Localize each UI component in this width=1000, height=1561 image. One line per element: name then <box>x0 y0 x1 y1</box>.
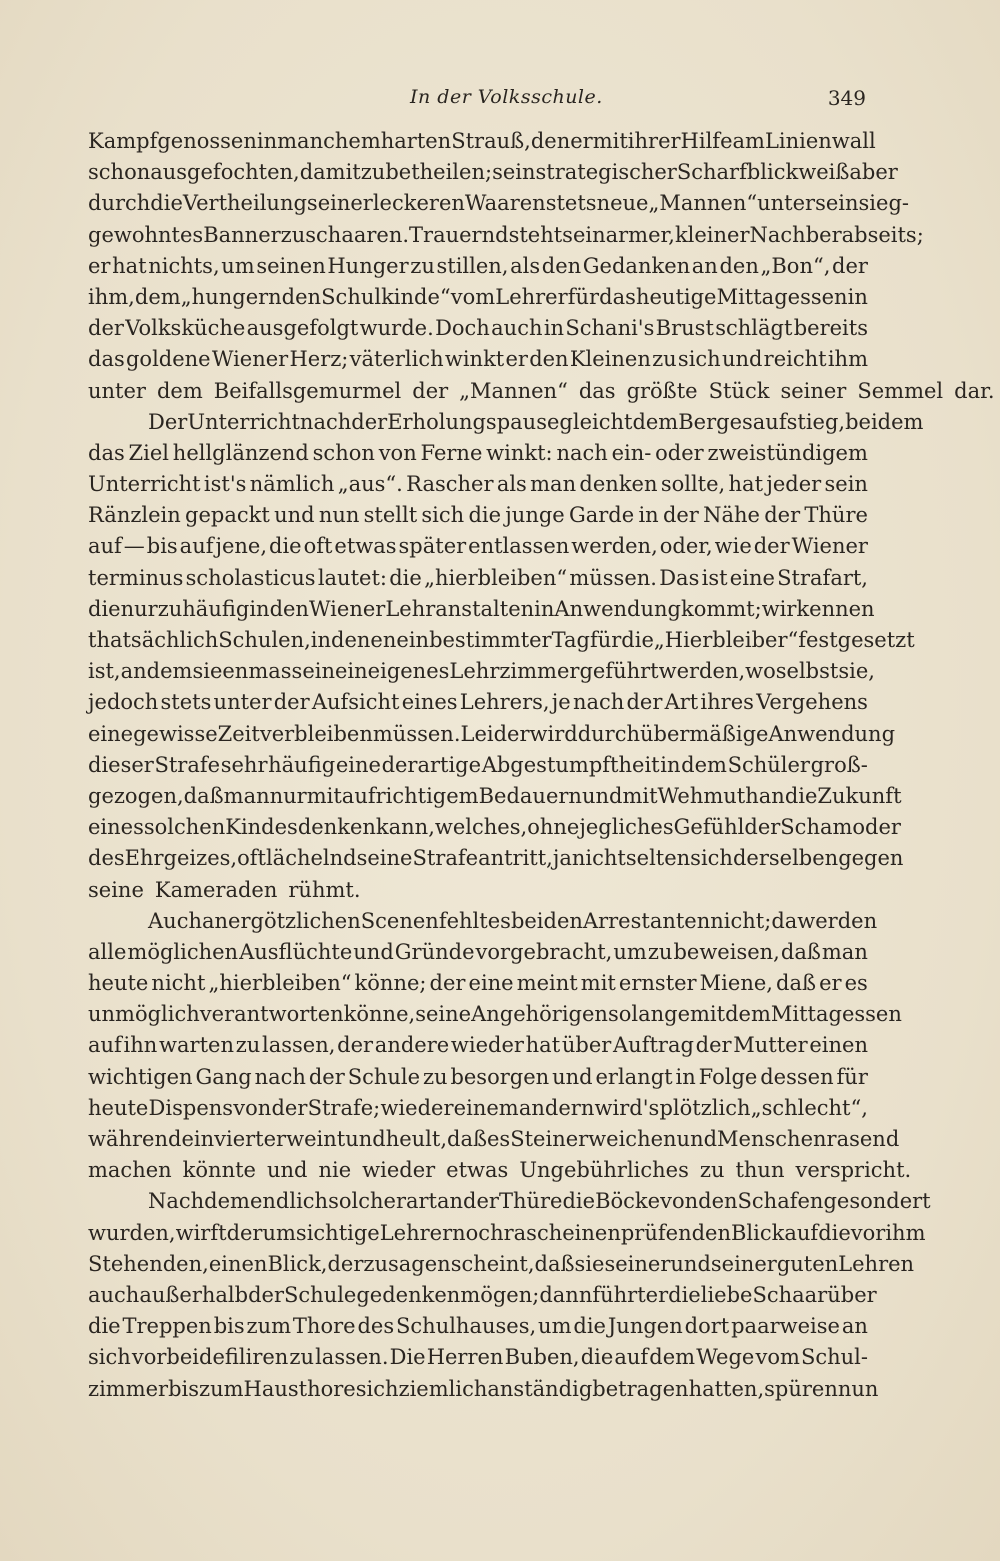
text-line: wurden, wirft der umsichtige Lehrer noch rasch einen prüfenden Blick auf die vor ihm <box>88 1220 926 1245</box>
text-line: der Volksküche ausgefolgt wurde. Doch auch in Schani's Brust schlägt bereits <box>88 316 868 341</box>
text-line: das Ziel hellglänzend schon von Ferne winkt: nach ein- oder zweistündigem <box>88 440 868 465</box>
text-line: die Treppen bis zum Thore des Schulhauses, um die Jungen dort paarweise an <box>88 1314 868 1339</box>
body-text <box>88 126 995 1405</box>
text-line: auch außerhalb der Schule gedenken mögen; dann führt er die liebe Schaar über <box>88 1282 877 1307</box>
text-line: gewohntes Banner zu schaaren. Trauernd steht sein armer, kleiner Nachber abseits; <box>88 222 924 247</box>
text-line: Auch an ergötzlichen Scenen fehlt es bei den Arrestanten nicht; da werden <box>148 908 878 933</box>
text-line: Nachdem endlich solcherart an der Thüre die Böcke von den Schafen gesondert <box>148 1189 931 1214</box>
text-line: Der Unterricht nach der Erholungspause gleicht dem Bergesaufstieg, bei dem <box>148 409 924 434</box>
text-line: dieser Strafe sehr häufig eine derartige Abgestumpftheit in dem Schüler groß- <box>88 752 868 777</box>
text-line: Kampfgenossen in manchem harten Strauß, den er mit ihrer Hilfe am Linienwall <box>88 129 876 153</box>
text-line: durch die Vertheilung seiner leckeren Waaren stets neue „Mannen“ unter sein sieg- <box>88 191 909 216</box>
text-line: alle möglichen Ausflüchte und Gründe vorgebracht, um zu beweisen, daß man <box>88 939 868 964</box>
text-line: Ränzlein gepackt und nun stellt sich die junge Garde in der Nähe der Thüre <box>88 503 868 528</box>
text-line: jedoch stets unter der Aufsicht eines Lehrers, je nach der Art ihres Vergehens <box>88 690 868 715</box>
text-line: unter dem Beifallsgemurmel der „Mannen“ das größte Stück seiner Semmel dar. <box>88 378 995 403</box>
text-line: seine Kameraden rühmt. <box>88 877 361 902</box>
text-line: des Ehrgeizes, oft lächelnd seine Strafe antritt, ja nicht selten sich derselben gegen <box>88 846 904 871</box>
text-line: Stehenden, einen Blick, der zu sagen scheint, daß sie seiner und seiner guten Lehren <box>88 1251 915 1276</box>
page-header <box>88 86 868 116</box>
text-line: gezogen, daß man nur mit aufrichtigem Bedauern und mit Wehmuth an die Zukunft <box>88 783 902 808</box>
text-line: das goldene Wiener Herz; väterlich winkt er den Kleinen zu sich und reicht ihm <box>88 347 868 372</box>
text-line: er hat nichts, um seinen Hunger zu stillen, als den Gedanken an den „Bon“, der <box>88 253 868 278</box>
text-line: schon ausgefochten, damit zu betheilen; sein strategischer Scharfblick weiß aber <box>88 160 898 185</box>
text-line: ihm, dem „hungernden Schulkinde“ vom Lehrer für das heutige Mittagessen in <box>88 284 868 309</box>
text-line: heute Dispens von der Strafe; wieder einem andern wird's plötzlich „schlecht“, <box>88 1095 868 1120</box>
text-line: auf ihn warten zu lassen, der andere wieder hat über Auftrag der Mutter einen <box>88 1033 868 1058</box>
text-line: machen könnte und nie wieder etwas Ungebührliches zu thun verspricht. <box>88 1158 912 1183</box>
text-line: ist, an dem sie en masse in ein eigenes Lehrzimmer geführt werden, woselbst sie, <box>88 659 875 684</box>
text-line: terminus scholasticus lautet: die „hierbleiben“ müssen. Das ist eine Strafart, <box>88 565 868 590</box>
text-line: während ein vierter weint und heult, daß es Stein erweichen und Menschen rasend <box>88 1127 900 1151</box>
text-line: heute nicht „hierbleiben“ könne; der eine meint mit ernster Miene, daß er es <box>88 971 868 996</box>
text-line: die nur zu häufig in den Wiener Lehranstalten in Anwendung kommt; wir kennen <box>88 596 875 621</box>
text-line: thatsächlich Schulen, in denen ein bestimmter Tag für die „Hierbleiber“ festgesetzt <box>88 628 915 652</box>
text-line: Unterricht ist's nämlich „aus“. Rascher als man denken sollte, hat jeder sein <box>88 472 868 497</box>
text-line: zimmer bis zum Hausthore sich ziemlich anständig betragen hatten, spüren nun <box>88 1376 879 1401</box>
text-line: unmöglich verantworten könne, seine Angehörigen so lange mit dem Mittagessen <box>88 1002 902 1027</box>
text-line: eine gewisse Zeit verbleiben müssen. Leider wird durch übermäßige Anwendung <box>88 721 896 746</box>
text-line: auf — bis auf jene, die oft etwas später entlassen werden, oder, wie der Wiener <box>88 534 868 559</box>
text-line: sich vorbeidefiliren zu lassen. Die Herren Buben, die auf dem Wege vom Schul- <box>88 1345 868 1370</box>
text-line: eines solchen Kindes denken kann, welches, ohne jegliches Gefühl der Scham oder <box>88 815 901 840</box>
text-line: wichtigen Gang nach der Schule zu besorgen und erlangt in Folge dessen für <box>88 1064 868 1089</box>
page-number: 349 <box>827 86 866 110</box>
running-head: In der Volksschule. <box>410 86 603 108</box>
